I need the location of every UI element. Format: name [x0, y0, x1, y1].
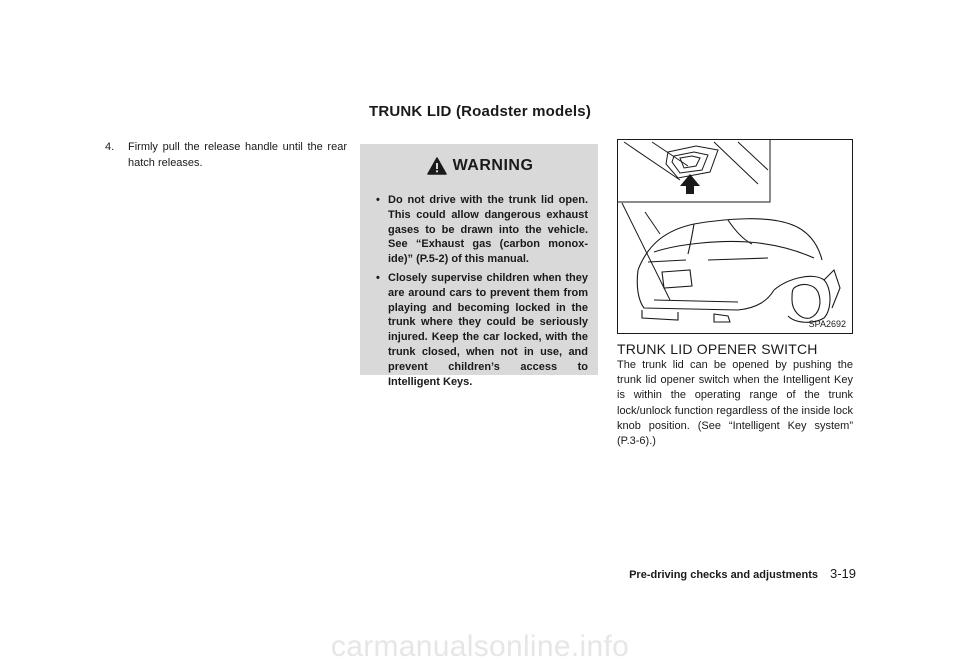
step-text: Firmly pull the release handle until the rear hatch releases. [128, 141, 347, 169]
step-item [105, 139, 347, 171]
section-heading: TRUNK LID (Roadster models) [368, 103, 592, 120]
warning-title: WARNING [452, 157, 534, 174]
warning-triangle-icon [427, 157, 447, 175]
warning-text: Closely supervise children when they are around cars to prevent them from playing and becoming locked in the trunk where they could be seriously injured. Keep the car locked, with the trunk closed, when not in use, and prevent children’s access to Intelligent Keys. [388, 271, 588, 388]
subsection-body: The trunk lid can be opened by pushing the trunk lid opener switch when the Intelligent Key is within the operating range of the trunk lock/unlock function regardless of the inside lock knob position. (See “Intelligent Key system” (P.3-6).) [617, 359, 853, 448]
figure-trunk-opener [617, 139, 853, 334]
watermark: carmanualsonline.info [330, 630, 630, 663]
warning-text: Do not drive with the trunk lid open. This could allow dangerous exhaust gases to be drawn into the vehicle. See “Exhaust gas (carbon monox-ide)” (P.5-2) of this manual. [388, 194, 588, 266]
subsection-heading: TRUNK LID OPENER SWITCH [617, 341, 818, 357]
car-rear-illustration [618, 140, 852, 333]
warning-bullet: • [376, 271, 380, 284]
warning-header [372, 154, 588, 178]
step-number: 4. [105, 141, 115, 153]
figure-code: SPA2692 [808, 319, 846, 329]
warning-item [372, 193, 588, 267]
steps-column [105, 139, 347, 171]
warning-item [372, 271, 588, 389]
footer-section-title: Pre-driving checks and adjustments [629, 569, 818, 581]
warning-bullet: • [376, 194, 380, 206]
footer-page-number: 3-19 [829, 566, 856, 581]
warning-box [360, 144, 598, 388]
page-footer [629, 566, 856, 581]
